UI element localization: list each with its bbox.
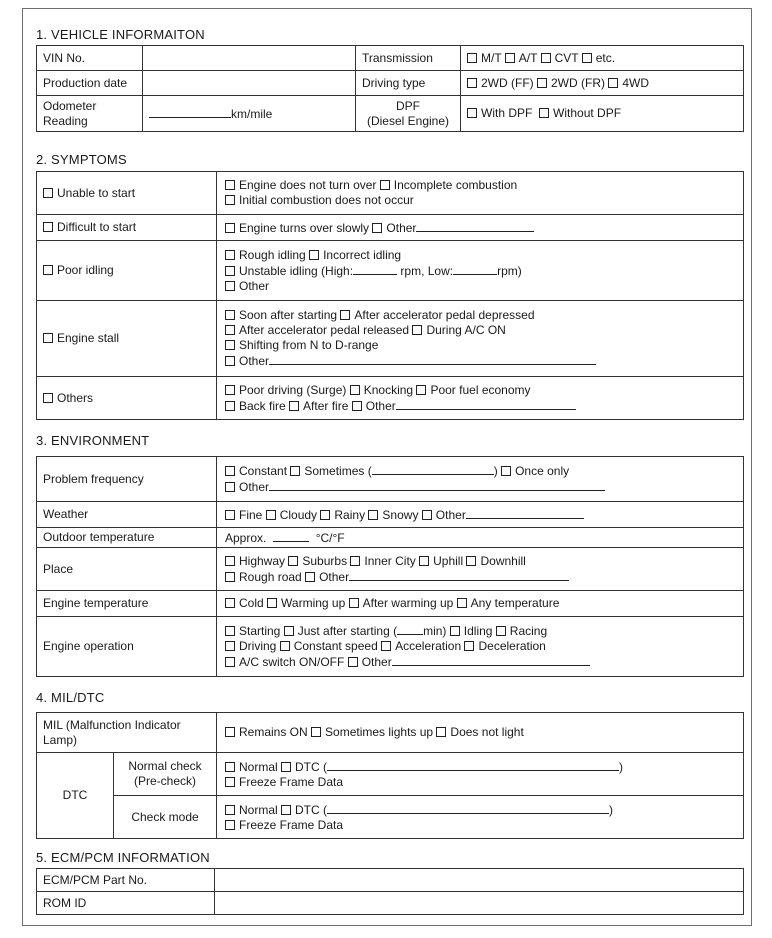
unable-to-start-options (217, 172, 744, 215)
opt-normal: Normal (239, 802, 278, 817)
opt-warming-up: Warming up (281, 596, 346, 610)
check-mode-options (217, 796, 744, 839)
opt-after-warming-up: After warming up (362, 596, 454, 610)
normal-check-line1: Normal check (128, 759, 202, 773)
symptoms-table (36, 171, 744, 420)
opt-shifting-n-to-d: Shifting from N to D-range (239, 338, 379, 352)
other-line[interactable] (466, 507, 584, 519)
checkbox[interactable] (289, 401, 299, 411)
opt-other: Other (239, 278, 270, 293)
poor-idling-options (217, 241, 744, 301)
other-line[interactable] (269, 353, 596, 365)
opt-other: Other (319, 569, 350, 584)
engine-stall-options (217, 301, 744, 377)
opt-fine: Fine (239, 507, 263, 522)
checkbox[interactable] (416, 385, 426, 395)
checkbox[interactable] (467, 78, 477, 88)
checkbox[interactable] (225, 762, 235, 772)
transmission-options (461, 46, 744, 71)
opt-cold: Cold (239, 596, 264, 610)
opt-other: Other (239, 354, 270, 368)
production-date-label: Production date (37, 71, 143, 96)
opt-highway: Highway (239, 553, 286, 568)
checkbox[interactable] (266, 510, 276, 520)
checkbox[interactable] (225, 195, 235, 205)
opt-cvt: CVT (554, 50, 579, 65)
mil-label: MIL (Malfunction Indicator Lamp) (37, 713, 217, 753)
weather-label: Weather (37, 502, 217, 528)
low-rpm-label: rpm, Low: (400, 263, 454, 278)
engine-temperature-label: Engine temperature (37, 591, 217, 617)
checkbox[interactable] (305, 572, 315, 582)
checkbox[interactable] (225, 626, 235, 636)
opt-other: Other (435, 507, 466, 522)
checkbox[interactable] (284, 626, 294, 636)
rom-id-field[interactable] (215, 892, 744, 915)
unable-to-start-cell (37, 172, 217, 215)
checkbox[interactable] (380, 180, 390, 190)
checkbox[interactable] (505, 53, 515, 63)
checkbox[interactable] (225, 598, 235, 608)
checkbox[interactable] (225, 727, 235, 737)
checkbox[interactable] (348, 657, 358, 667)
engine-operation-options (217, 617, 744, 677)
checkbox[interactable] (311, 727, 321, 737)
opt-4wd: 4WD (622, 75, 650, 90)
checkbox[interactable] (422, 510, 432, 520)
opt-idling: Idling (463, 624, 493, 638)
poor-idling-label: Poor idling (57, 263, 114, 277)
temperature-line[interactable] (273, 530, 309, 542)
low-rpm-line[interactable] (453, 263, 497, 275)
odometer-field[interactable] (143, 96, 356, 132)
sometimes-line[interactable] (372, 463, 494, 475)
opt-cloudy: Cloudy (279, 507, 318, 522)
opt-once-only: Once only (515, 464, 570, 478)
dpf-label-line1: DPF (396, 98, 420, 113)
checkbox[interactable] (225, 180, 235, 190)
checkbox[interactable] (267, 598, 277, 608)
section-5-title: 5. ECM/PCM INFORMATION (36, 850, 210, 865)
checkbox[interactable] (225, 641, 235, 651)
opt-freeze-frame-data: Freeze Frame Data (239, 817, 344, 832)
opt-back-fire: Back fire (239, 398, 286, 413)
opt-snowy: Snowy (382, 507, 419, 522)
engine-stall-cell (37, 301, 217, 377)
checkbox[interactable] (225, 250, 235, 260)
normal-check-line2: (Pre-check) (133, 774, 196, 788)
checkbox[interactable] (501, 466, 511, 476)
opt-pedal-released: After accelerator pedal released (239, 323, 410, 337)
opt-other: Other (361, 655, 392, 669)
opt-without-dpf: Without DPF (553, 106, 622, 120)
checkbox[interactable] (225, 356, 235, 366)
checkbox[interactable] (582, 53, 592, 63)
opt-rainy: Rainy (334, 507, 366, 522)
opt-does-not-light: Does not light (450, 725, 524, 739)
other-line[interactable] (349, 569, 569, 581)
checkbox[interactable] (537, 78, 547, 88)
opt-initial-combustion: Initial combustion does not occur (239, 193, 414, 207)
opt-sometimes: Sometimes ( (304, 464, 372, 478)
opt-remains-on: Remains ON (239, 725, 308, 739)
checkbox[interactable] (457, 598, 467, 608)
others-cell (37, 377, 217, 420)
checkbox[interactable] (225, 223, 235, 233)
opt-during-ac-on: During A/C ON (426, 323, 506, 337)
opt-acceleration: Acceleration (395, 639, 462, 653)
checkbox[interactable] (350, 385, 360, 395)
mil-options (217, 713, 744, 753)
opt-downhill: Downhill (480, 553, 526, 568)
checkbox[interactable] (419, 556, 429, 566)
opt-other: Other (386, 220, 417, 235)
checkbox[interactable] (368, 510, 378, 520)
checkbox[interactable] (43, 393, 53, 403)
opt-constant-speed: Constant speed (293, 639, 378, 653)
opt-starting: Starting (239, 624, 281, 638)
opt-uphill: Uphill (433, 553, 464, 568)
mil-dtc-table (36, 712, 744, 839)
opt-dtc: DTC ( (295, 759, 328, 774)
sometimes-close: ) (493, 464, 498, 478)
minutes-close: min) (423, 624, 447, 638)
opt-deceleration: Deceleration (478, 639, 546, 653)
opt-mt: M/T (481, 50, 502, 65)
checkbox[interactable] (43, 222, 53, 232)
check-mode-label: Check mode (114, 796, 217, 839)
other-line[interactable] (416, 220, 534, 232)
unable-to-start-label: Unable to start (57, 185, 136, 200)
transmission-label: Transmission (356, 46, 461, 71)
opt-etc: etc. (595, 50, 616, 65)
normal-check-label (114, 753, 217, 796)
odometer-label: Odometer Reading (37, 96, 143, 132)
others-options (217, 377, 744, 420)
checkbox[interactable] (281, 805, 291, 815)
opt-just-after-starting: Just after starting ( (297, 624, 398, 638)
outdoor-temperature-label: Outdoor temperature (37, 528, 217, 548)
opt-poor-driving: Poor driving (Surge) (239, 382, 347, 397)
section-1-title: 1. VEHICLE INFORMAITON (36, 27, 205, 42)
normal-check-options (217, 753, 744, 796)
dtc-close: ) (619, 759, 624, 774)
opt-turns-over-slowly: Engine turns over slowly (239, 220, 370, 235)
opt-soon-after-starting: Soon after starting (239, 308, 338, 322)
opt-inner-city: Inner City (364, 553, 416, 568)
opt-ac-switch: A/C switch ON/OFF (239, 655, 345, 669)
checkbox[interactable] (450, 626, 460, 636)
opt-knocking: Knocking (363, 382, 414, 397)
checkbox[interactable] (225, 385, 235, 395)
checkbox[interactable] (281, 762, 291, 772)
dpf-label-line2: (Diesel Engine) (366, 113, 450, 128)
engine-operation-label: Engine operation (37, 617, 217, 677)
checkbox[interactable] (372, 223, 382, 233)
checkbox[interactable] (541, 53, 551, 63)
checkbox[interactable] (350, 556, 360, 566)
opt-sometimes-lights-up: Sometimes lights up (325, 725, 434, 739)
opt-2wd-fr: 2WD (FR) (551, 75, 605, 90)
checkbox[interactable] (320, 510, 330, 520)
outdoor-temperature-value (217, 528, 744, 548)
difficult-to-start-options (217, 215, 744, 241)
vehicle-info-table (36, 45, 744, 132)
checkbox[interactable] (352, 401, 362, 411)
opt-any-temperature: Any temperature (470, 596, 560, 610)
checkbox[interactable] (225, 466, 235, 476)
opt-rough-idling: Rough idling (239, 247, 306, 262)
checkbox[interactable] (225, 482, 235, 492)
dpf-label (356, 96, 461, 132)
ecm-pcm-table (36, 868, 744, 915)
difficult-to-start-cell (37, 215, 217, 241)
rpm-close: rpm) (497, 263, 522, 278)
checkbox[interactable] (225, 777, 235, 787)
minutes-line[interactable] (397, 623, 423, 635)
others-label: Others (57, 390, 94, 405)
dtc-close: ) (609, 802, 614, 817)
checkbox[interactable] (225, 805, 235, 815)
opt-rough-road: Rough road (239, 569, 302, 584)
checkbox[interactable] (539, 108, 549, 118)
poor-idling-cell (37, 241, 217, 301)
checkbox[interactable] (436, 727, 446, 737)
weather-options (217, 502, 744, 528)
opt-freeze-frame-data: Freeze Frame Data (239, 774, 344, 789)
checkbox[interactable] (225, 556, 235, 566)
dtc-label: DTC (37, 753, 114, 839)
opt-2wd-ff: 2WD (FF) (481, 75, 534, 90)
checkbox[interactable] (225, 325, 235, 335)
opt-with-dpf: With DPF (481, 106, 533, 120)
other-line[interactable] (396, 398, 576, 410)
checkbox[interactable] (225, 657, 235, 667)
opt-normal: Normal (239, 759, 278, 774)
checkbox[interactable] (280, 641, 290, 651)
opt-racing: Racing (509, 624, 548, 638)
opt-after-fire: After fire (303, 398, 349, 413)
vin-label: VIN No. (37, 46, 143, 71)
checkbox[interactable] (225, 401, 235, 411)
engine-temperature-options (217, 591, 744, 617)
opt-suburbs: Suburbs (302, 553, 348, 568)
opt-poor-fuel-economy: Poor fuel economy (430, 382, 531, 397)
engine-stall-label: Engine stall (57, 331, 120, 345)
checkbox[interactable] (464, 641, 474, 651)
checkbox[interactable] (466, 556, 476, 566)
environment-table (36, 456, 744, 677)
ecm-part-no-field[interactable] (215, 869, 744, 892)
checkbox[interactable] (290, 466, 300, 476)
dpf-options (461, 96, 744, 132)
checkbox[interactable] (309, 250, 319, 260)
approx-label: Approx. (225, 530, 267, 545)
opt-driving: Driving (239, 639, 277, 653)
other-line[interactable] (392, 654, 590, 666)
production-date-field[interactable] (143, 71, 356, 96)
temperature-unit: °C/°F (315, 530, 345, 545)
opt-other: Other (365, 398, 396, 413)
checkbox[interactable] (496, 626, 506, 636)
opt-pedal-depressed: After accelerator pedal depressed (354, 308, 535, 322)
checkbox[interactable] (340, 310, 350, 320)
checkbox[interactable] (225, 340, 235, 350)
checkbox[interactable] (349, 598, 359, 608)
place-label: Place (37, 548, 217, 591)
checkbox[interactable] (225, 266, 235, 276)
section-3-title: 3. ENVIRONMENT (36, 433, 150, 448)
checkbox[interactable] (43, 333, 53, 343)
driving-type-label: Driving type (356, 71, 461, 96)
opt-constant: Constant (239, 464, 288, 478)
checkbox[interactable] (381, 641, 391, 651)
checkbox[interactable] (467, 108, 477, 118)
checkbox[interactable] (412, 325, 422, 335)
opt-unstable-idling: Unstable idling (High: (239, 263, 354, 278)
opt-incorrect-idling: Incorrect idling (323, 247, 402, 262)
other-line[interactable] (269, 479, 605, 491)
opt-other: Other (239, 480, 270, 494)
opt-not-turn-over: Engine does not turn over (239, 178, 377, 192)
high-rpm-line[interactable] (353, 263, 397, 275)
dtc-code-line[interactable] (327, 759, 619, 771)
checkbox[interactable] (608, 78, 618, 88)
section-2-title: 2. SYMPTOMS (36, 152, 127, 167)
checkbox[interactable] (225, 510, 235, 520)
odometer-unit: km/mile (231, 106, 273, 121)
checkbox[interactable] (225, 572, 235, 582)
opt-dtc: DTC ( (295, 802, 328, 817)
checkbox[interactable] (225, 281, 235, 291)
checkbox[interactable] (225, 310, 235, 320)
checkbox[interactable] (225, 820, 235, 830)
section-4-title: 4. MIL/DTC (36, 690, 105, 705)
checkbox[interactable] (43, 265, 53, 275)
vin-field[interactable] (143, 46, 356, 71)
opt-incomplete-combustion: Incomplete combustion (393, 178, 518, 192)
checkbox[interactable] (43, 188, 53, 198)
driving-type-options (461, 71, 744, 96)
dtc-code-line[interactable] (327, 802, 609, 814)
rom-id-label: ROM ID (37, 892, 215, 915)
problem-frequency-label: Problem frequency (37, 457, 217, 502)
odometer-line[interactable] (149, 106, 231, 118)
problem-frequency-options (217, 457, 744, 502)
ecm-part-no-label: ECM/PCM Part No. (37, 869, 215, 892)
opt-at: A/T (518, 50, 538, 65)
difficult-to-start-label: Difficult to start (57, 220, 137, 234)
checkbox[interactable] (288, 556, 298, 566)
place-options (217, 548, 744, 591)
checkbox[interactable] (467, 53, 477, 63)
